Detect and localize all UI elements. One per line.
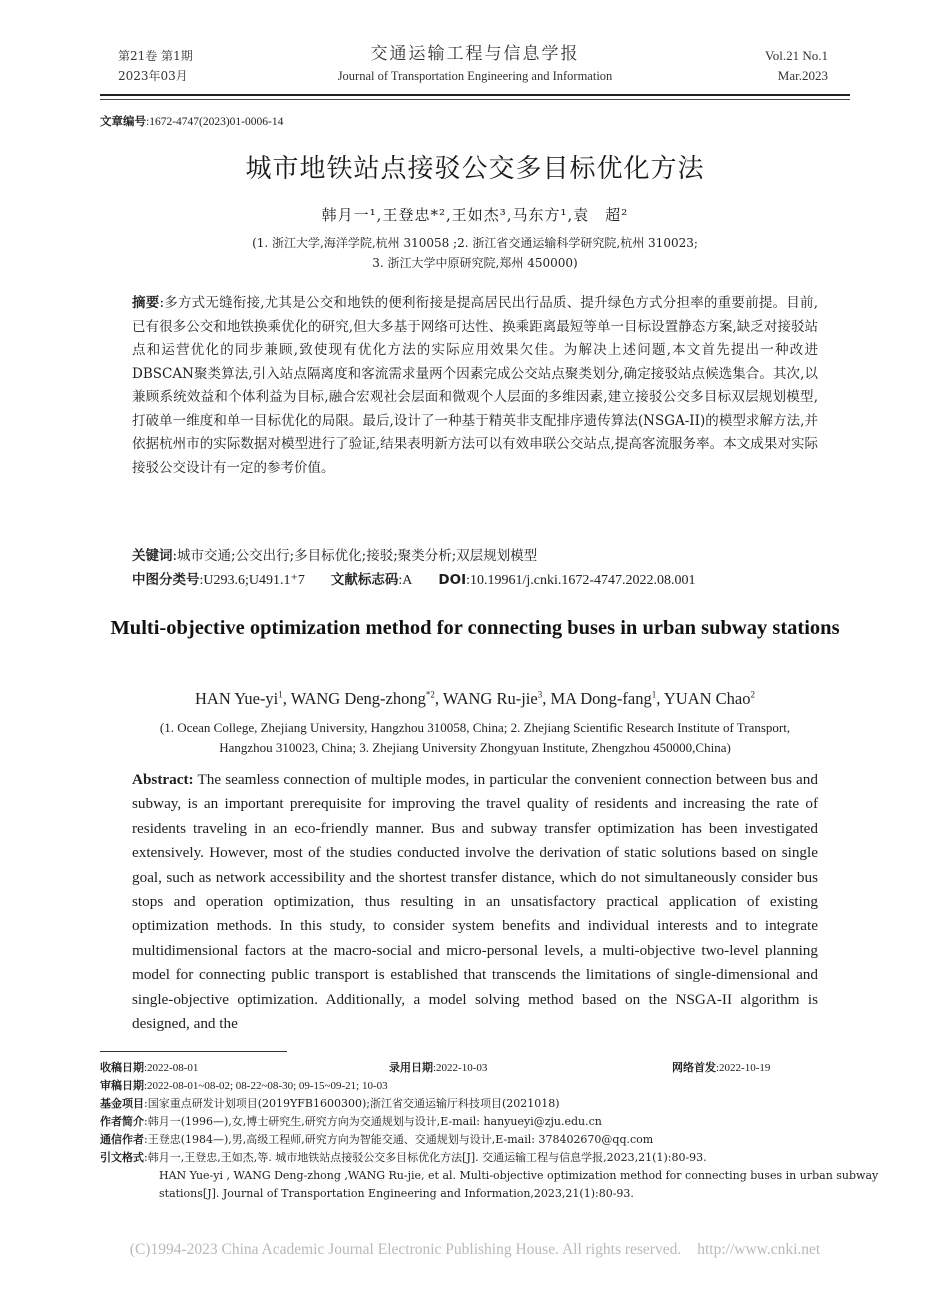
online-label: 网络首发 [672,1061,716,1074]
header-rule-thin [100,99,850,100]
clc-label: 中图分类号 [132,572,200,588]
author-en-sup: 1 [278,689,283,700]
clc-value: :U293.6;U491.1⁺7 [199,573,305,588]
abstract-en-label: Abstract: [132,771,194,788]
author-en-name: HAN Yue-yi [195,689,279,708]
corr-author-value: :王登忠(1984—),男,高级工程师,研究方向为智能交通、交通规划与设计,E-mail: 378402670@qq.com [144,1133,654,1146]
page-title-cn: 城市地铁站点接驳公交多目标优化方法 [245,154,705,184]
abstract-en-text: The seamless connection of multiple modes, in particular the convenient connection between bus and subway, is an important prerequisite for improving the travel quality of residents and increasing the rate of residents traveling in an eco-friendly manner. Bus and subway transfer optimization has been investigated extensively. However, most of the studies conducted involve the derivation of static solutions based on single goal, such as network accessibility and the shortest transfer distance, which do not simultaneously consider bus stops and operation optimization, thus resulting in an unsatisfactory practical application of existing optimization methods. In this study, to consider system benefits and individual interests and to integrate multidimensional factors at the macro-social and micro-personal levels, a multi-objective two-level planning model for connecting public transport is established that transcends the limitations of single-dimensional and single-objective optimization. Additionally, a model solving method based on the NSGA-II algorithm is designed, and the [132,771,818,1033]
review-value: :2022-08-01~08-02; 08-22~08-30; 09-15~09-21; 10-03 [144,1080,388,1092]
header-volume-date-cn [118,46,193,86]
author-en-name: MA Dong-fang [550,689,652,708]
footnote-dates [100,1059,840,1078]
copyright-text: (C)1994-2023 China Academic Journal Electronic Publishing House. All rights reserved. [129,1241,682,1258]
header-journal-name [300,42,650,86]
author-en-name: WANG Deng-zhong [290,689,426,708]
article-number [100,113,283,129]
abstract-en [132,768,818,1036]
affiliation-cn-line: (1. 浙江大学,海洋学院,杭州 310058 ;2. 浙江省交通运输科学研究院,杭州 310023; [252,236,698,250]
received-label: 收稿日期 [100,1061,144,1074]
abstract-cn-text: :多方式无缝衔接,尤其是公交和地铁的便利衔接是提高居民出行品质、提升绿色方式分担率的重要前提。目前,已有很多公交和地铁换乘优化的研究,但大多基于网络可达性、换乘距离最短等单一目标设置静态方案,缺乏对接驳站点和运营优化的同步兼顾,致使现有优化方法的实际应用效果欠佳。为解决上述问题,本文首先提出一种改进DBSCAN聚类算法,引入站点隔离度和客流需求量两个因素完成公交站点聚类划分,确定接驳站点候选集合。其次,以兼顾系统效益和个体利益为目标,融合宏观社会层面和微观个人层面的多维因素,建立接驳公交多目标双层规划模型,打破单一维度和单一目标优化的局限。最后,设计了一种基于精英非支配排序遗传算法(NSGA-II)的模型求解方法,并依据杭州市的实际数据对模型进行了验证,结果表明新方法可以有效串联公交站点,提高客流服务率。本文成果对实际接驳公交设计有一定的参考价值。 [132,295,818,476]
doc-code-value: :A [398,573,413,588]
header-volume-en: Vol.21 No.1 [765,48,828,63]
article-number-label: 文章编号 [100,114,146,128]
authors-en: HAN Yue-$yi^1$, WANG Deng-zhong$^{*2}$, WANG Ru-jie$^3$, MA Dong-fang$^1$, YUAN Chao$^2$ [195,689,755,708]
doc-code-label: 文献标志码 [330,572,399,588]
cnki-link[interactable]: http://www.cnki.net [697,1241,821,1258]
received-value: :2022-08-01 [144,1062,199,1074]
review-label: 审稿日期 [100,1079,144,1092]
doi-label: DOI [438,572,467,588]
journal-name-cn: 交通运输工程与信息学报 [370,44,580,64]
affiliations-en: (1. Ocean College, Zhejiang University, Hangzhou 310058, China; 2. Zhejiang Scientific Research Institute of Transport, Hangzhou 310023, China; 3. Zhejiang University Zhongyuan Institute, Zhengzhou 450000,China) [159,720,791,755]
header-date-en: Mar.2023 [777,68,828,83]
header-volume-cn: 第21卷 第1期 [118,49,193,63]
fund-label: 基金项目 [100,1097,144,1110]
keywords-cn [132,545,818,569]
article-number-value: :1672-4747(2023)01-0006-14 [146,116,284,128]
citation-label: 引文格式 [100,1151,144,1164]
author-bio-label: 作者简介 [100,1115,144,1128]
affiliations-cn [100,233,850,273]
footnote-review-dates [100,1077,840,1096]
author-en-sup: 3 [537,689,543,700]
corr-author-label: 通信作者 [100,1133,144,1146]
citation-en-line: HAN Yue-yi , WANG Deng-zhong ,WANG Ru-jie, et al. Multi-objective optimization method for connecting buses in urban subway [159,1169,879,1182]
classification-line [132,569,832,592]
footnote-fund [100,1095,840,1113]
citation-value: :韩月一,王登忠,王如杰,等. 城市地铁站点接驳公交多目标优化方法[J]. 交通运输工程与信息学报,2023,21(1):80-93. [144,1151,707,1164]
page-title-en: Multi-objective optimization method for connecting buses in urban subway stations [110,617,840,639]
footnote-author-bio [100,1113,840,1131]
affiliation-cn-line: 3. 浙江大学中原研究院,郑州 450000) [372,256,578,270]
keywords-cn-label: 关键词 [132,548,173,564]
doi-value: :10.19961/j.cnki.1672-4747.2022.08.001 [466,573,696,588]
author-en-sup: *2 [425,689,435,700]
footnote-corresponding-author [100,1131,840,1149]
footnote-rule [100,1051,287,1052]
fund-value: :国家重点研发计划项目(2019YFB1600300);浙江省交通运输厅科技项目(2021018) [144,1097,560,1110]
accepted-value: :2022-10-03 [433,1062,488,1074]
online-value: :2022-10-19 [716,1062,771,1074]
authors-cn: 韩月一¹,王登忠*²,王如杰³,马东方¹,袁 超² [321,206,629,224]
header-date-cn: 2023年03月 [118,69,188,83]
header-rule-thick [100,94,850,96]
footnote-citation [100,1149,840,1167]
author-en-name: WANG Ru-jie [442,689,538,708]
author-en-sup: 2 [750,689,755,700]
abstract-cn-label: 摘要 [132,295,160,311]
author-en-sup: 1 [651,689,657,700]
copyright-notice [0,1241,950,1259]
header-volume-date-en [765,46,828,86]
author-en-name: YUAN Chao [663,689,751,708]
author-bio-value: :韩月一(1996—),女,博士研究生,研究方向为交通规划与设计,E-mail: hanyueyi@zju.edu.cn [144,1115,602,1128]
keywords-cn-text: :城市交通;公交出行;多目标优化;接驳;聚类分析;双层规划模型 [172,548,538,564]
journal-name-en: Journal of Transportation Engineering and Information [337,69,613,83]
citation-en-line: stations[J]. Journal of Transportation Engineering and Information,2023,21(1):80-93. [159,1187,634,1200]
abstract-cn [132,292,818,480]
accepted-label: 录用日期 [389,1061,433,1074]
